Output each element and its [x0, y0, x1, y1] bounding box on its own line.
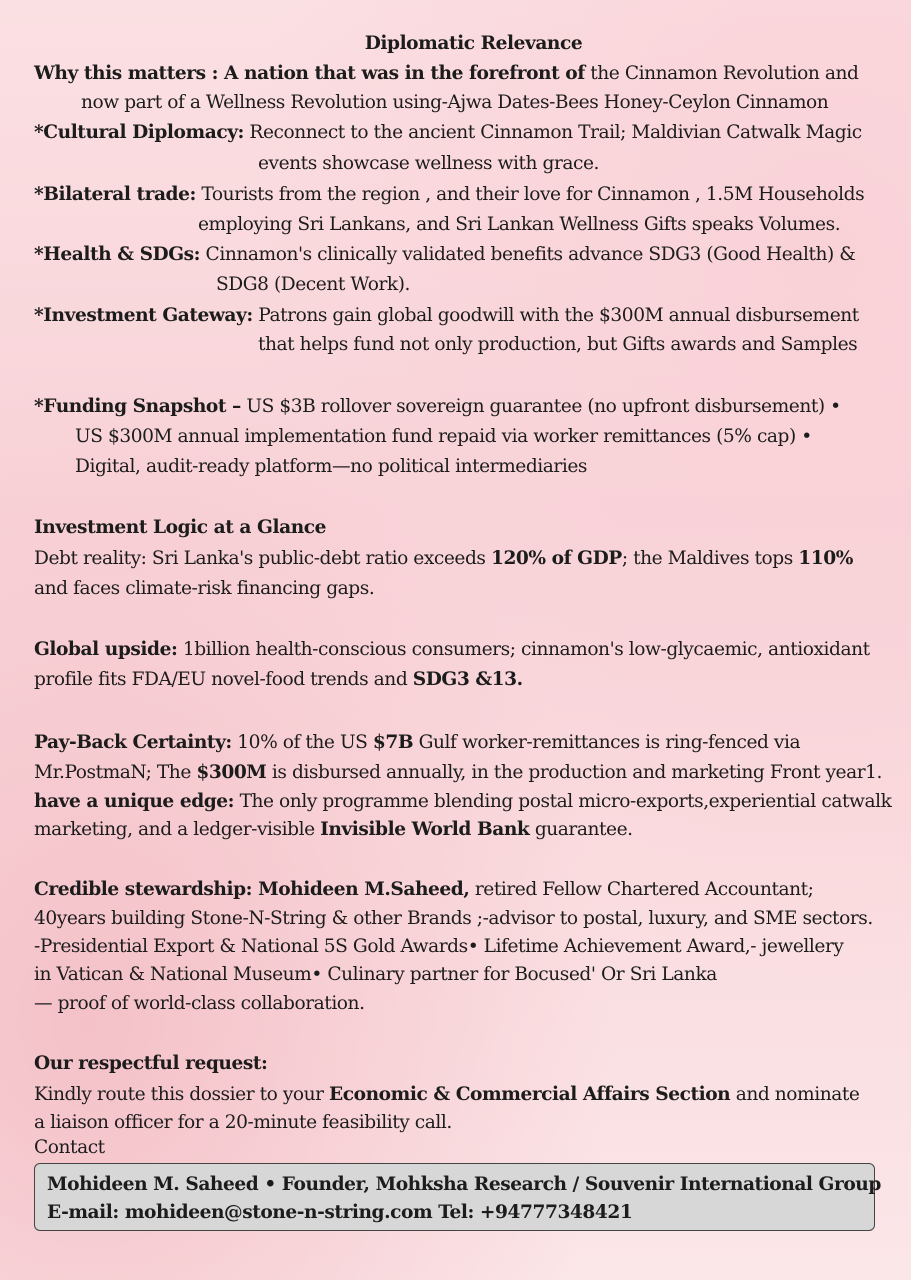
request-line-1: Kindly route this dossier to your Economic & Commercial Affairs Section and nominate	[34, 1084, 860, 1105]
logic-line-2: and faces climate-risk financing gaps.	[34, 578, 375, 599]
health-line-2: SDG8 (Decent Work).	[216, 274, 410, 295]
payback-label: Pay-Back Certainty:	[34, 732, 232, 753]
investment-line-2: that helps fund not only production, but Gifts awards and Samples	[258, 334, 858, 355]
funding-line-2: US $300M annual implementation fund repaid via worker remittances (5% cap) •	[75, 426, 812, 447]
why-line-2: now part of a Wellness Revolution using-Ajwa Dates-Bees Honey-Ceylon Cinnamon	[81, 92, 829, 113]
steward-line-1: Credible stewardship: Mohideen M.Saheed, retired Fellow Chartered Accountant;	[34, 879, 814, 900]
contact-box	[34, 1163, 881, 1231]
investment-line-1: *Investment Gateway: Patrons gain global goodwill with the $300M annual disbursement	[34, 305, 859, 326]
edge-line-2: marketing, and a ledger-visible Invisible World Bank guarantee.	[34, 819, 633, 840]
bilateral-line-1: *Bilateral trade: Tourists from the region , and their love for Cinnamon , 1.5M Households	[34, 184, 865, 205]
page-title: Diplomatic Relevance	[364, 33, 583, 54]
funding-line-1: *Funding Snapshot – US $3B rollover sovereign guarantee (no upfront disbursement) •	[34, 396, 841, 417]
funding-line-3: Digital, audit-ready platform—no political intermediaries	[75, 456, 588, 477]
health-label: *Health & SDGs:	[34, 244, 201, 265]
upside-label: Global upside:	[34, 639, 178, 660]
logic-heading: Investment Logic at a Glance	[34, 517, 327, 538]
why-line-1: Why this matters : A nation that was in the forefront of the Cinnamon Revolution and	[34, 63, 859, 84]
steward-line-4: in Vatican & National Museum• Culinary partner for Bocused' Or Sri Lanka	[34, 964, 717, 985]
edge-line: have a unique edge: The only programme blending postal micro-exports,experiential catwalk	[34, 791, 892, 812]
upside-line-2: profile fits FDA/EU novel-food trends and SDG3 &13.	[34, 669, 523, 690]
contact-name-line: Mohideen M. Saheed • Founder, Mohksha Research / Souvenir International Group	[47, 1174, 881, 1195]
contact-email-line[interactable]: E-mail: mohideen@stone-n-string.com Tel: +94777348421	[47, 1202, 633, 1223]
cultural-line-2: events showcase wellness with grace.	[258, 153, 600, 174]
steward-label: Credible stewardship: Mohideen M.Saheed,	[34, 879, 470, 900]
payback-line-2: Mr.PostmaN; The $300M is disbursed annually, in the production and marketing Front year1.	[34, 762, 883, 783]
cultural-label: *Cultural Diplomacy:	[34, 122, 244, 143]
funding-label: *Funding Snapshot –	[34, 396, 241, 417]
bilateral-line-2: employing Sri Lankans, and Sri Lankan Wellness Gifts speaks Volumes.	[198, 214, 841, 235]
steward-line-2: 40years building Stone-N-String & other Brands ;-advisor to postal, luxury, and SME sectors.	[34, 908, 873, 929]
why-label: Why this matters : A nation that was in the forefront of	[34, 63, 585, 84]
upside-line-1: Global upside: 1billion health-conscious consumers; cinnamon's low-glycaemic, antioxidant	[34, 639, 870, 660]
cultural-line-1: *Cultural Diplomacy: Reconnect to the ancient Cinnamon Trail; Maldivian Catwalk Magic	[34, 122, 862, 143]
edge-label: have a unique edge:	[34, 791, 235, 812]
steward-line-5: — proof of world-class collaboration.	[34, 993, 365, 1014]
logic-line-1: Debt reality: Sri Lanka's public-debt ratio exceeds 120% of GDP; the Maldives tops 110%	[34, 548, 853, 569]
payback-line-1: Pay-Back Certainty: 10% of the US $7B Gulf worker-remittances is ring-fenced via	[34, 732, 801, 753]
contact-label: Contact	[34, 1137, 105, 1158]
request-heading: Our respectful request:	[34, 1053, 268, 1074]
request-line-2: a liaison officer for a 20-minute feasibility call.	[34, 1112, 452, 1133]
bilateral-label: *Bilateral trade:	[34, 184, 196, 205]
investment-label: *Investment Gateway:	[34, 305, 253, 326]
health-line-1: *Health & SDGs: Cinnamon's clinically validated benefits advance SDG3 (Good Health) &	[34, 244, 856, 265]
steward-line-3: -Presidential Export & National 5S Gold Awards• Lifetime Achievement Award,- jewellery	[34, 936, 844, 957]
